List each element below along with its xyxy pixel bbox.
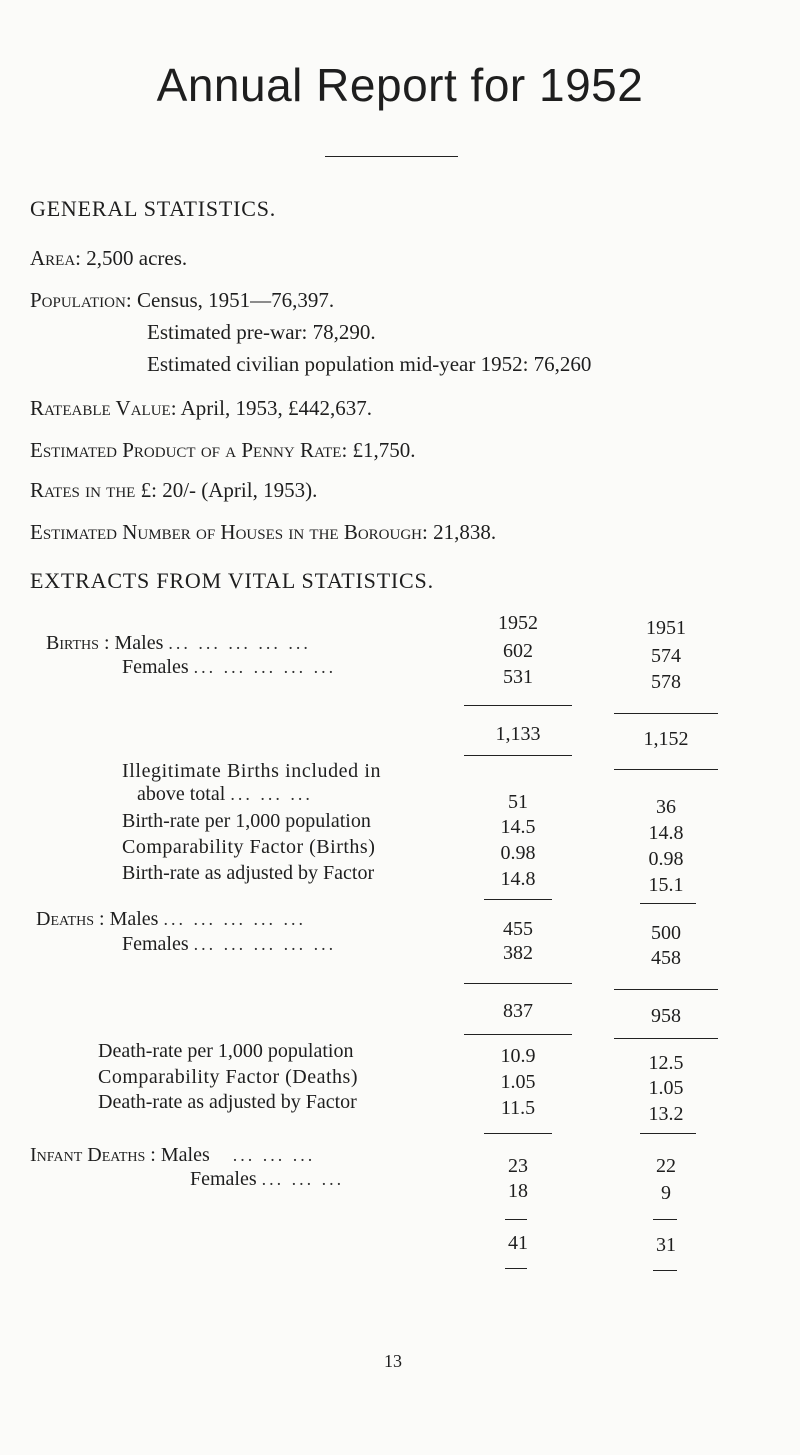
births-factor-1951: 0.98 [648, 848, 684, 870]
section-rule [484, 1133, 552, 1134]
section-rule [505, 1268, 527, 1269]
births-factor-label: Comparability Factor (Births) [122, 836, 376, 858]
births-females-label: Females [122, 656, 189, 678]
penny-rate-row: Estimated Product of a Penny Rate: £1,750. [30, 438, 416, 462]
illegitimate-row [137, 783, 313, 806]
penny-rate-label: Estimated Product of a Penny Rate [30, 438, 342, 462]
section-rule [640, 903, 696, 904]
population-census: Census, 1951—76,397. [136, 288, 335, 312]
births-males-1952: 602 [503, 640, 533, 662]
vital-statistics-heading: EXTRACTS FROM VITAL STATISTICS. [30, 568, 434, 593]
death-rate-adjusted-1951: 13.2 [648, 1103, 684, 1125]
area-value: 2,500 acres. [86, 246, 188, 270]
dot-leader: ... ... ... ... ... [193, 657, 337, 677]
illegitimate-label-1: Illegitimate Births included in [122, 760, 382, 782]
dot-leader: ... ... ... ... ... [193, 934, 337, 954]
deaths-factor-1951: 1.05 [648, 1077, 684, 1099]
houses-label: Estimated Number of Houses in the Borough [30, 520, 423, 544]
total-rule [464, 983, 572, 984]
year-1951-header: 1951 [646, 617, 686, 639]
population-civilian: Estimated civilian population mid-year 1952: 76,260 [147, 352, 592, 376]
illegitimate-label-2: above total [137, 783, 226, 805]
infant-males-1952: 23 [508, 1155, 528, 1177]
section-rule [464, 755, 572, 756]
births-total-1952: 1,133 [495, 723, 541, 745]
births-females-row [122, 656, 336, 679]
section-rule [653, 1270, 677, 1271]
illegitimate-1951: 36 [656, 796, 676, 818]
death-rate-adjusted-1952: 11.5 [500, 1097, 536, 1119]
birth-rate-1952: 14.5 [500, 816, 536, 838]
births-total-1951: 1,152 [643, 728, 689, 750]
section-rule [484, 899, 552, 900]
total-rule [464, 705, 572, 706]
infant-males-row: Infant Deaths : Males ... ... ... [30, 1144, 316, 1166]
birth-rate-adjusted-1951: 15.1 [648, 874, 684, 896]
rates-label: Rates in the £ [30, 478, 152, 502]
births-males-label: Males [114, 632, 164, 654]
infant-total-1952: 41 [508, 1232, 528, 1254]
birth-rate-label: Birth-rate per 1,000 population [122, 810, 371, 832]
deaths-label: Deaths [36, 908, 95, 930]
birth-rate-adjusted-1952: 14.8 [500, 868, 536, 890]
deaths-males-label: Males [109, 908, 159, 930]
population-prewar: Estimated pre-war: 78,290. [147, 320, 376, 344]
infant-females-row [190, 1168, 344, 1191]
deaths-males-1952: 455 [503, 918, 533, 940]
total-rule [614, 989, 718, 990]
report-title: Annual Report for 1952 [156, 59, 644, 111]
infant-females-1952: 18 [508, 1180, 528, 1202]
total-rule [614, 713, 718, 714]
deaths-males-1951: 500 [651, 922, 681, 944]
deaths-factor-1952: 1.05 [500, 1071, 536, 1093]
births-males-row: Births : Males ... ... ... ... ... [46, 632, 311, 654]
page-number: 13 [384, 1351, 402, 1371]
dot-leader: ... ... ... [232, 1145, 316, 1165]
infant-males-label: Males [160, 1144, 210, 1166]
deaths-females-row [122, 933, 336, 956]
section-rule [464, 1034, 572, 1035]
section-rule [640, 1133, 696, 1134]
rateable-value-label: Rateable Value [30, 396, 171, 420]
penny-rate-value: £1,750. [352, 438, 416, 462]
infant-females-label: Females [190, 1168, 257, 1190]
area-label: Area [30, 246, 76, 270]
deaths-total-1952: 837 [503, 1000, 533, 1022]
death-rate-1952: 10.9 [500, 1045, 536, 1067]
rateable-value: April, 1953, £442,637. [180, 396, 372, 420]
dot-leader: ... ... ... [230, 784, 313, 804]
rates-row: Rates in the £: 20/- (April, 1953). [30, 478, 318, 502]
deaths-females-1952: 382 [503, 942, 533, 964]
deaths-males-row: Deaths : Males ... ... ... ... ... [36, 908, 306, 930]
births-males-1951: 574 [651, 645, 681, 667]
infant-females-1951: 9 [661, 1182, 671, 1204]
births-label: Births [46, 632, 99, 654]
dot-leader: ... ... ... ... ... [168, 633, 311, 653]
infant-deaths-label: Infant Deaths [30, 1144, 146, 1166]
section-rule [614, 769, 718, 770]
illegitimate-1952: 51 [508, 791, 528, 813]
population-label: Population [30, 288, 126, 312]
births-females-1952: 531 [503, 666, 533, 688]
general-statistics-heading: GENERAL STATISTICS. [30, 196, 277, 221]
year-1952-header: 1952 [498, 612, 538, 634]
death-rate-1951: 12.5 [648, 1052, 684, 1074]
houses-row: Estimated Number of Houses in the Borough: 21,838. [30, 520, 497, 544]
death-rate-label: Death-rate per 1,000 population [98, 1040, 354, 1062]
births-females-1951: 578 [651, 671, 681, 693]
area-row: Area: 2,500 acres. [30, 246, 188, 270]
birth-rate-1951: 14.8 [648, 822, 684, 844]
deaths-females-1951: 458 [651, 947, 681, 969]
total-rule [505, 1219, 527, 1220]
houses-value: 21,838. [433, 520, 497, 544]
rates-value: 20/- (April, 1953). [162, 478, 318, 502]
birth-rate-adjusted-label: Birth-rate as adjusted by Factor [122, 862, 375, 884]
total-rule [653, 1219, 677, 1220]
deaths-females-label: Females [122, 933, 189, 955]
deaths-factor-label: Comparability Factor (Deaths) [98, 1066, 358, 1088]
dot-leader: ... ... ... [261, 1169, 345, 1189]
infant-total-1951: 31 [656, 1234, 676, 1256]
dot-leader: ... ... ... ... ... [163, 909, 306, 929]
infant-males-1951: 22 [656, 1155, 676, 1177]
title-divider [325, 156, 458, 157]
rateable-value-row: Rateable Value: April, 1953, £442,637. [30, 396, 372, 420]
section-rule [614, 1038, 718, 1039]
death-rate-adjusted-label: Death-rate as adjusted by Factor [98, 1091, 357, 1113]
deaths-total-1951: 958 [651, 1005, 681, 1027]
births-factor-1952: 0.98 [500, 842, 536, 864]
population-row: Population: Census, 1951—76,397. [30, 288, 335, 312]
